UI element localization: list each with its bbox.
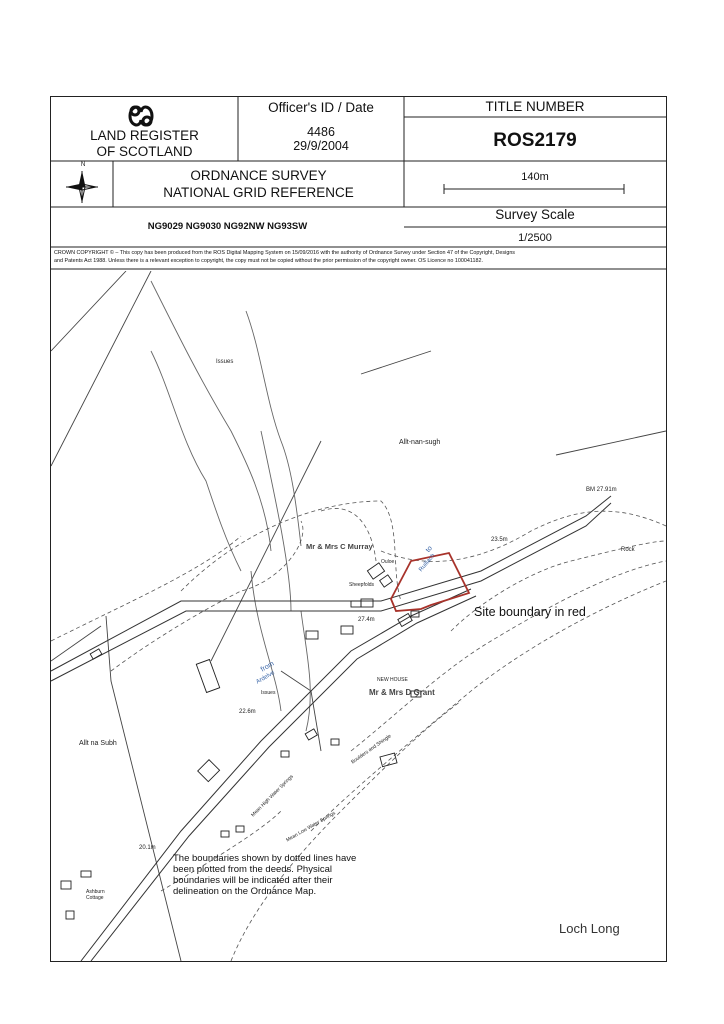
- officer-label: Officer's ID / Date: [268, 100, 374, 115]
- copyright-line1: CROWN COPYRIGHT © – This copy has been produced from the ROS Digital Mapping System on 15/09/2016 with the authority of Ordnance Survey under Section 47 of the Copyright, Designs: [54, 250, 516, 256]
- field-boundary: [51, 626, 101, 661]
- label-loch-long: Loch Long: [559, 921, 620, 936]
- label-elev-235: 23.5m: [491, 537, 508, 543]
- registry-name-line2: OF SCOTLAND: [96, 144, 193, 159]
- stream: [246, 311, 301, 546]
- boundary-note-line: delineation on the Ordnance Map.: [173, 886, 317, 897]
- field-boundary: [361, 351, 431, 374]
- field-boundary: [211, 441, 321, 661]
- field-boundary: [51, 271, 151, 466]
- stream: [151, 281, 271, 551]
- compass-north-label: N: [81, 162, 86, 168]
- field-boundary: [556, 431, 666, 455]
- registry-name-line1: LAND REGISTER: [90, 128, 199, 143]
- label-issues-top: Issues: [216, 359, 234, 365]
- label-allt-nan-sugh: Allt-nan-sugh: [399, 439, 441, 446]
- label-issues-mid: Issues: [261, 690, 276, 696]
- label-ardelve: Ardelve: [255, 670, 276, 686]
- label-elev-226: 22.6m: [239, 709, 256, 715]
- officer-id: 4486: [307, 125, 335, 139]
- label-owner: Mr & Mrs D Grant: [369, 688, 435, 697]
- copyright-line2: and Patents Act 1988. Unless there is a relevant exception to copyright, the copy must not be copied without the prior permission of the copyright owner. OS Licence no 100041182.: [54, 258, 484, 264]
- os-heading: [113, 167, 404, 201]
- copyright-notice: [54, 249, 664, 265]
- title-number: ROS2179: [493, 130, 577, 151]
- label-ashburn: Ashburn: [86, 889, 105, 895]
- survey-scale-label: Survey Scale: [495, 207, 575, 222]
- scale-bar: [444, 184, 624, 194]
- label-boulders: Boulders and Shingle: [350, 733, 393, 766]
- label-site-boundary: Site boundary in red: [474, 605, 586, 619]
- field-boundary: [51, 271, 126, 351]
- label-to: to: [424, 544, 434, 554]
- grid-references: NG9029 NG9030 NG92NW NG93SW: [147, 221, 308, 232]
- ordnance-map: [51, 271, 666, 961]
- registry-name: [51, 128, 238, 160]
- field-boundary: [281, 671, 321, 751]
- label-low-water: Mean Low Water Springs: [285, 810, 337, 844]
- stream: [151, 351, 241, 571]
- label-from: from: [259, 660, 276, 674]
- label-bm: BM 27.91m: [586, 487, 617, 493]
- label-rock: Rock: [621, 547, 635, 553]
- officer-date: 29/9/2004: [293, 139, 349, 153]
- os-line1: ORDNANCE SURVEY: [190, 168, 327, 183]
- label-cottage: Cottage: [86, 895, 104, 901]
- os-line2: NATIONAL GRID REFERENCE: [163, 185, 354, 200]
- label-owner-top: Mr & Mrs C Murray: [306, 542, 373, 551]
- title-plan-sheet: [50, 96, 667, 962]
- title-plan-header: [51, 97, 666, 271]
- title-number-label: TITLE NUMBER: [485, 99, 585, 114]
- label-high-water: Mean High Water Springs: [250, 773, 295, 819]
- label-sheepfolds: Sheepfolds: [349, 582, 375, 588]
- scale-bar-label: 140m: [521, 171, 549, 183]
- north-arrow-icon: [63, 165, 101, 205]
- label-allt-na-subh: Allt na Subh: [79, 740, 117, 747]
- boundary-note-line: boundaries will be indicated after their: [173, 875, 333, 886]
- field-boundary: [106, 616, 181, 961]
- label-elev-274: 27.4m: [358, 617, 375, 623]
- label-ouloe: Ouloe: [381, 559, 395, 565]
- label-ruillach: Ruillach: [418, 552, 437, 574]
- label-elev-201: 20.1m: [139, 845, 156, 851]
- officer-details: [238, 125, 404, 153]
- land-register-logo: [124, 101, 158, 131]
- survey-scale: 1/2500: [518, 232, 552, 244]
- boundary-note: [173, 853, 393, 897]
- label-new-house: NEW HOUSE: [377, 677, 408, 683]
- boundary-note-line: been plotted from the deeds. Physical: [173, 864, 332, 875]
- boundary-note-line: The boundaries shown by dotted lines have: [173, 853, 357, 864]
